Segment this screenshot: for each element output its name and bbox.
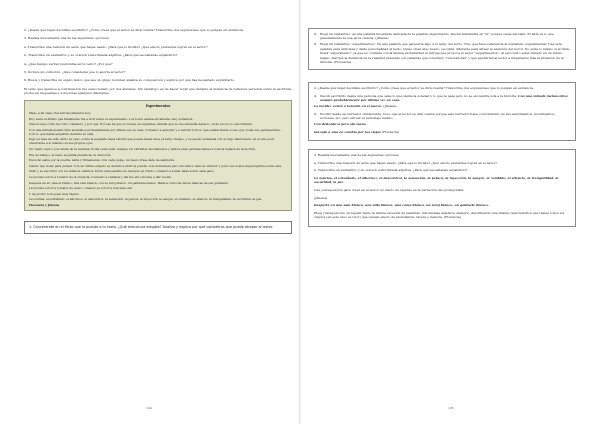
box3-option-b: b. Transcribe un sustantivo y su oración subordinada adjetiva. ¿Para qué necesitabas expandirlo? [314, 168, 468, 173]
answer-box-1 [308, 28, 576, 70]
left-option-b: b. Transcribe un sustantivo y su oración subordinada adjetiva. ¿Para qué necesitabas expandirlo? [24, 53, 178, 58]
right-page [308, 28, 576, 235]
answer-text: Elegí un sustantivo: es una palabra inventada derivada de la palabra experimento. Decidí terminarla en "ut" porque viene del latín. El latín es lo que generalmente se usa en la ciencia. (Jimena) [320, 32, 554, 41]
answer-quote: La lucidez volvió a tomarla en sí nuevo. [314, 104, 383, 109]
answer-group [320, 94, 570, 103]
arrow-bullet-icon: ➤ [314, 32, 317, 36]
experiment-paragraph: Mayo a mi casa, tres mil movimientos hoy. [29, 111, 92, 116]
experiment-paragraph: Era de tiempo, el suelo la gélida presencia, la dirección. [29, 152, 112, 157]
page-number-left: 104 [146, 406, 152, 410]
box3-question: 3. Realiza nuevamente una de las siguientes opciones. [314, 153, 400, 158]
answer-quote: Con delicadeza pero sin mano [314, 122, 366, 127]
answer-bullet [314, 94, 570, 103]
answer-quote: Desperté en una sala blanca, una silla blanca, una cama blanca, un reloj blanco, un gabinete blanco. [314, 203, 489, 208]
experiment-text-box [24, 100, 292, 212]
task-text: 1. Concéntrate en el título que le pusiste a tu texto. ¿Qué estructura elegiste? Analiza y explica por qué consideras que puede atrapar al lector. [29, 225, 273, 230]
experiment-body [29, 111, 287, 201]
experiment-paragraph: La sonrisa, el extrañado, el albornoz, el descontrol, la sensación, la peluca, la inyección, la sangre, el zumbido, el silencio, la tranquilidad, la oscuridad, la paz. [29, 197, 263, 202]
experiment-paragraph: Salió y se encontró con los mismos caminos. Estos eran pasillos de siempre ya vivido, comenzó a tomar nada sobre cada paso. [29, 169, 215, 174]
experiment-paragraph: Y de pronto todo pasó muy rápido. [29, 191, 80, 196]
arrow-bullet-icon: ➤ [314, 42, 317, 47]
answer-quote: Con una mirada melancólica asumió probablemente por última vez su casa. [320, 93, 568, 103]
left-intro: El texto que aparece a continuación fue seleccionado por dos alumnas. Sin embargo, en de hacer notar que durante la instancia de reflexión personal sobre la escritura, producen respuestas y soluciones ejemplos diferentes. [24, 86, 292, 96]
experiment-paragraph: Con una mirada melancólica asumimos probablemente por última vez su casa. Comenzó a apreciar y a valorar todo lo que estaba frente a sus ojos: todas sus pertenencias, todo lo que había adquirido durante su vida. [29, 127, 281, 136]
left-question-3: 3. Realiza nuevamente una de las siguientes opciones: [24, 36, 110, 41]
answer-text: Decidí escribirlo desde una persona que sabe lo que siente la soledad y lo que le pasa pero no se encuentra sola a la historia. [320, 93, 518, 98]
experiment-paragraph: Un viento sopló; a la altura de la ventana. Podía verse feliz, aunque los vibrantes movimientos y ambos eran pertenecientes a toda la belleza de la lectura. [29, 147, 256, 152]
experiment-title: Experimentos [145, 103, 171, 108]
left-question-2: 2. ¿Desde qué lugar decidiste escribirlo? ¿Cómo crees que el lector se dirá cuenta? Transcribe dos expresiones que lo pongan en evidencia. [24, 28, 244, 32]
experiment-paragraph: La lucidez volvió a tomarlo de nuevo. Cuando ya volvió a buscarse ahí. [29, 186, 133, 191]
answer-box-3 [308, 149, 576, 227]
experiment-paragraph: Hoy sería el último que finalmente iba a vivir sobre el experimento. Los todos estaba encantada; muy soñadora. [29, 116, 194, 121]
arrow-bullet-icon: ➤ [314, 93, 317, 98]
experiment-paragraph: La lucidez volvió a tomarlo de la vivencia. Comenzó a caminar y ahí fue sin volverse a dar vuelta. [29, 175, 172, 179]
box2-question: 2. ¿Desde qué lugar decidiste escribirlo? ¿Cómo crees que el lector se dirá cuenta? Transcribe dos expresiones que lo pongan en evidencia. [314, 86, 534, 91]
task-box [24, 221, 292, 234]
experiment-paragraph: Nunca supe cómo fue todo contando, y por qué. Por ese ha que no tomes en suplentes, familia que no me entendía dame lo, ni de un sol, lo encontraste. [29, 122, 253, 127]
left-question-6: 6. Busca y transcribe un sujeto léxico que sea un grupo nominal, analiza su composición y explica por qué has necesitado explicitarlo. [24, 78, 235, 83]
experiment-paragraph: Dejó su taza de café, abrió su vaso, sobre la pequeña mesa ratonil que poseía desde hace ya largo tiempo, y se quedó extasiada con el viejo bandoneón, en el que pudo observarse a sí misma con sus propios ojos. [29, 137, 275, 146]
answer-bullet [314, 32, 570, 41]
answer-text: Usé yuxtaposición para crear en el lector un efecto de rapidez en la narración del protagonista. [314, 188, 465, 192]
answer-author: (Jimena) [383, 104, 397, 109]
answer-author: (Florencia) [381, 129, 400, 134]
experiment-paragraph: Tenido que doler para pensar. Con un último suspiro se decidió a abrir la puerta. Con delicadeza pero sin temor, salió al exterior y pudo ver el aire imperceptible sobre ella. [29, 163, 282, 168]
left-option-a: a. Transcribe una relación de serie que hayas usado. ¿Para qué lo hiciste? ¿Qué efecto pretendes lograr en el lector? [24, 44, 208, 49]
box3-option-a: a. Transcribe una relación de serie que hayas usado. ¿Para qué lo hiciste? ¿Qué efecto pretendes lograr en el lector? [314, 160, 498, 165]
answer-author: (Jimena) [314, 195, 328, 200]
page-number-right: 105 [448, 406, 454, 410]
answer-quote: La sonrisa, el extrañado, el albornoz, el descontrol, la sensación, la peluca, la inyección, la sangre, el zumbido, el silencio, la tranquilidad, la oscuridad, la paz. [314, 176, 559, 185]
answer-bullet [314, 42, 570, 64]
arrow-bullet-icon: ➤ [314, 111, 317, 116]
experiment-paragraph: Escuchó sabía por la puerta, lenta y firmemente. Con cada golpe, un nuevo frase fade de sabiduría. [29, 158, 175, 163]
answer-quote: lanzada a una en cambio por los viejos [314, 129, 381, 134]
answer-text: Elegí yuxtaposición. Al repetir tanto la misma sucesión de palabras, mis mismas adjetivos siempre, describiendo una misma característica que tienen todos los objetos (en este caso el color) que causan efecto de abundancia, rareza y demora. (Florencia) [314, 210, 565, 220]
answer-box-2 [308, 82, 576, 141]
answer-bullet [314, 112, 570, 121]
answer-text: Escribí desde un narrador omnisciente. Creo que el lector se dirá cuenta porque este narrador tiene conocimiento de sus sentimientos, movimientos, acciones, etc. pero sin ser el personaje mismo. [320, 111, 555, 121]
page-gutter [299, 0, 301, 424]
experiment-author: Florencia y Jimena [29, 202, 60, 207]
left-question-4: 4. ¿Qué tiempo verbal predomina en tu texto? ¿Por qué? [24, 61, 113, 66]
left-page [24, 28, 292, 234]
experiment-paragraph: Después en su casa el blanco, una vela blanca, con su reloj blanco, un gabinete blanco. Blanca como las flores blancas de sus quimeras. [29, 180, 229, 185]
answer-text: Elegí un sustantivo "experimentos". Es una palabra que parecería algo a lo largo del texto. Creo que hace referencia al sustantivo experimentar. Usé esta palabra para anticipar y darle personalidad al texto. Quise crear algo nuevo, peculiar, diferente para atraer la atención del lector. No sería lo mismo si el título fuera "experimento" ya que no contaría con la misma exclusividad ni intriga que provoca el lector "experimentos". Al esto texto estar situado en un futuro lejano, marqué la distancia de la realidad presente con palabras que considero "renovadoras" y que ayudarían al lector a imaginarse más la situación de la historia. (Florencia) [320, 42, 570, 65]
left-question-5: 5. Incluye un oxímoron. ¿Qué consideras que lo aporta al lector? [24, 70, 126, 75]
